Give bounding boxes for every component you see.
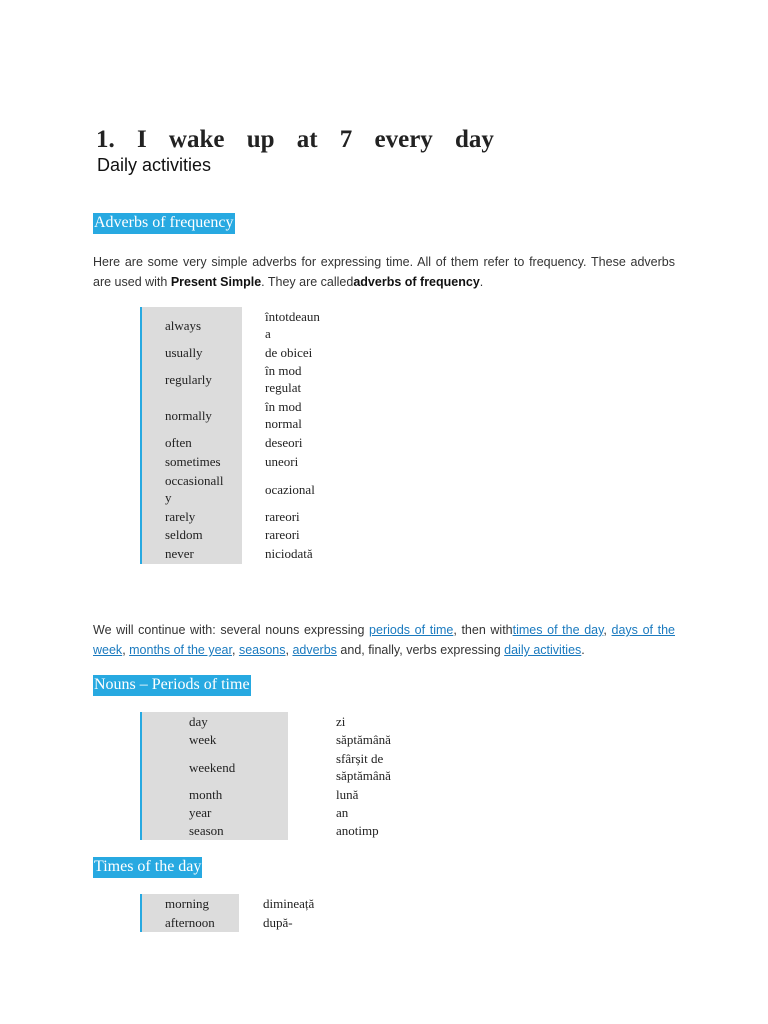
section-heading-nouns: Nouns – Periods of time bbox=[93, 675, 251, 696]
english-cell bbox=[142, 397, 242, 433]
link-days-of-the-week[interactable]: days of the week bbox=[93, 623, 675, 657]
table-row bbox=[142, 307, 322, 343]
link-months-of-the-year[interactable]: months of the year bbox=[129, 643, 232, 657]
english-word: seldom bbox=[165, 526, 203, 542]
table-row bbox=[142, 894, 329, 913]
english-word: day bbox=[189, 713, 208, 729]
title-word: day bbox=[455, 126, 494, 153]
continue-text: , bbox=[122, 643, 130, 657]
english-word: always bbox=[165, 317, 202, 333]
english-cell bbox=[142, 451, 242, 471]
english-word: occasionall y bbox=[165, 473, 224, 505]
english-word: rarely bbox=[165, 508, 196, 524]
romanian-cell bbox=[242, 343, 322, 361]
continue-text: , bbox=[603, 623, 612, 637]
title-word: at bbox=[296, 126, 318, 153]
english-cell bbox=[142, 507, 242, 525]
romanian-translation: anotimp bbox=[336, 823, 379, 838]
english-word: weekend bbox=[189, 759, 236, 775]
romanian-translation: deseori bbox=[265, 434, 303, 450]
link-periods-of-time[interactable]: periods of time bbox=[369, 623, 454, 637]
english-word: season bbox=[189, 823, 224, 838]
title-word: wake bbox=[168, 126, 225, 153]
table-row bbox=[142, 712, 398, 730]
continue-text: , bbox=[285, 643, 293, 657]
intro-text: . bbox=[479, 275, 484, 289]
table-row bbox=[142, 525, 322, 543]
romanian-cell bbox=[242, 507, 322, 525]
title-word: 7 bbox=[339, 126, 353, 153]
english-word: sometimes bbox=[165, 453, 221, 469]
romanian-cell bbox=[242, 451, 322, 471]
times-table bbox=[140, 894, 329, 932]
continue-text: . bbox=[581, 643, 585, 657]
romanian-translation: sfârșit de săptămână bbox=[336, 751, 391, 783]
romanian-translation: uneori bbox=[265, 453, 299, 469]
table-row bbox=[142, 730, 398, 749]
romanian-translation: după- bbox=[263, 915, 293, 930]
nouns-table bbox=[140, 712, 398, 840]
romanian-cell bbox=[242, 471, 322, 507]
english-cell bbox=[142, 543, 242, 564]
romanian-translation: zi bbox=[336, 713, 346, 729]
page-title bbox=[96, 126, 494, 154]
english-cell bbox=[142, 343, 242, 361]
english-word: never bbox=[165, 546, 194, 561]
romanian-translation: lună bbox=[336, 786, 359, 802]
intro-bold-present-simple: Present Simple bbox=[170, 275, 262, 289]
romanian-cell bbox=[288, 712, 398, 730]
english-word: usually bbox=[165, 344, 203, 360]
romanian-cell bbox=[242, 361, 322, 397]
romanian-cell bbox=[288, 730, 398, 749]
romanian-cell bbox=[242, 525, 322, 543]
intro-paragraph bbox=[93, 252, 675, 292]
english-word: year bbox=[189, 804, 212, 820]
title-word: every bbox=[374, 126, 433, 153]
section-heading-adverbs: Adverbs of frequency bbox=[93, 213, 235, 234]
english-word: afternoon bbox=[165, 915, 215, 930]
table-row bbox=[142, 749, 398, 785]
romanian-translation: de obicei bbox=[265, 344, 313, 360]
romanian-translation: rareori bbox=[265, 508, 300, 524]
link-adverbs[interactable]: adverbs bbox=[292, 643, 337, 657]
english-cell bbox=[142, 803, 288, 821]
english-word: week bbox=[189, 732, 217, 747]
romanian-translation: în mod regulat bbox=[265, 363, 302, 395]
table-row bbox=[142, 471, 322, 507]
table-row bbox=[142, 507, 322, 525]
link-seasons[interactable]: seasons bbox=[238, 643, 286, 657]
intro-text: Here are some very simple adverbs for expressing time. All of them refer to frequency. These adverbs are used with bbox=[93, 255, 675, 289]
continue-text: , bbox=[231, 643, 239, 657]
intro-bold-adverbs: adverbs of frequency bbox=[353, 275, 480, 289]
table-row bbox=[142, 821, 398, 840]
title-word: 1. bbox=[96, 126, 115, 153]
table-row bbox=[142, 913, 329, 932]
table-row bbox=[142, 803, 398, 821]
link-times-of-the-day[interactable]: times of the day bbox=[512, 623, 604, 637]
english-cell bbox=[142, 433, 242, 451]
english-cell bbox=[142, 471, 242, 507]
romanian-cell bbox=[242, 433, 322, 451]
link-daily-activities[interactable]: daily activities bbox=[504, 643, 582, 657]
continue-text: We will continue with: several nouns expressing bbox=[93, 623, 370, 637]
romanian-translation: în mod normal bbox=[265, 399, 302, 431]
table-row bbox=[142, 785, 398, 803]
romanian-translation: săptămână bbox=[336, 732, 391, 747]
romanian-cell bbox=[288, 803, 398, 821]
page-subtitle: Daily activities bbox=[97, 155, 212, 175]
romanian-cell bbox=[288, 821, 398, 840]
english-word: morning bbox=[165, 896, 210, 911]
romanian-translation: dimineață bbox=[263, 896, 315, 911]
english-word: normally bbox=[165, 407, 212, 423]
english-cell bbox=[142, 730, 288, 749]
table-row bbox=[142, 343, 322, 361]
english-cell bbox=[142, 749, 288, 785]
romanian-cell bbox=[242, 397, 322, 433]
continue-text: and, finally, verbs expressing bbox=[336, 643, 505, 657]
table-row bbox=[142, 543, 322, 564]
romanian-cell bbox=[288, 785, 398, 803]
table-row bbox=[142, 433, 322, 451]
english-cell bbox=[142, 894, 239, 913]
table-row bbox=[142, 397, 322, 433]
table-row bbox=[142, 451, 322, 471]
continue-paragraph bbox=[93, 620, 675, 660]
table-row bbox=[142, 361, 322, 397]
intro-text: . They are called bbox=[261, 275, 354, 289]
romanian-translation: întotdeaun a bbox=[265, 309, 320, 341]
section-heading-times: Times of the day bbox=[93, 857, 202, 878]
english-cell bbox=[142, 525, 242, 543]
english-word: often bbox=[165, 434, 192, 450]
romanian-cell bbox=[288, 749, 398, 785]
title-word: I bbox=[136, 126, 147, 153]
english-cell bbox=[142, 361, 242, 397]
romanian-translation: ocazional bbox=[265, 481, 315, 497]
english-word: month bbox=[189, 786, 223, 802]
romanian-translation: rareori bbox=[265, 526, 300, 542]
english-cell bbox=[142, 712, 288, 730]
english-cell bbox=[142, 913, 239, 932]
romanian-cell bbox=[239, 894, 329, 913]
english-cell bbox=[142, 307, 242, 343]
romanian-translation: niciodată bbox=[265, 546, 313, 561]
adverbs-table bbox=[140, 307, 322, 564]
title-word: up bbox=[246, 126, 275, 153]
english-word: regularly bbox=[165, 371, 212, 387]
english-cell bbox=[142, 821, 288, 840]
continue-text: , then with bbox=[453, 623, 513, 637]
romanian-cell bbox=[242, 543, 322, 564]
english-cell bbox=[142, 785, 288, 803]
romanian-cell bbox=[239, 913, 329, 932]
romanian-cell bbox=[242, 307, 322, 343]
romanian-translation: an bbox=[336, 804, 349, 820]
